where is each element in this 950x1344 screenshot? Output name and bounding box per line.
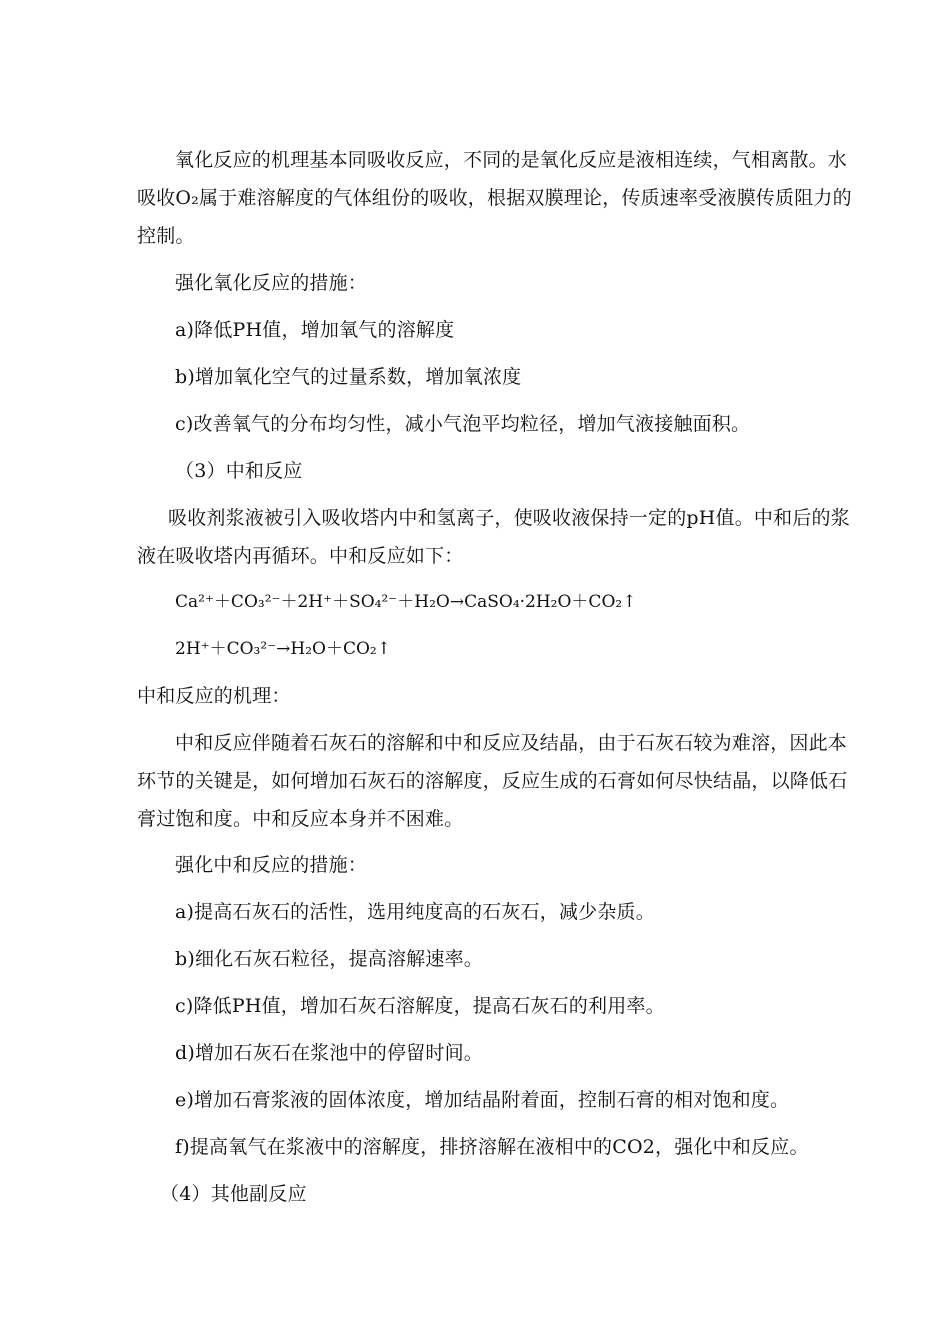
paragraph-oxidation-line-1: 氧化反应的机理基本同吸收反应，不同的是氧化反应是液相连续，气相离散。水 [175,149,848,171]
paragraph-mechanism-line-2: 环节的关键是，如何增加石灰石的溶解度，反应生成的石膏如何尽快结晶，以降低石 [137,770,848,792]
neutralization-measures-title: 强化中和反应的措施： [175,854,368,876]
mechanism-title: 中和反应的机理： [137,685,291,707]
neutralization-measure-e: e)增加石膏浆液的固体浓度，增加结晶附着面，控制石膏的相对饱和度。 [175,1089,790,1111]
paragraph-oxidation-line-3: 控制。 [137,225,195,247]
paragraph-mechanism-line-1: 中和反应伴随着石灰石的溶解和中和反应及结晶，由于石灰石较为难溶，因此本 [175,732,848,754]
neutralization-measure-f: f)提高氧气在浆液中的溶解度，排挤溶解在液相中的CO2，强化中和反应。 [175,1136,809,1158]
neutralization-measure-d: d)增加石灰石在浆池中的停留时间。 [175,1042,483,1064]
reaction-equation-1: Ca²⁺＋CO₃²⁻＋2H⁺＋SO₄²⁻＋H₂O→CaSO₄·2H₂O＋CO₂↑ [175,592,637,612]
neutralization-measure-b: b)细化石灰石粒径，提高溶解速率。 [175,948,483,970]
section-heading-neutralization: （3）中和反应 [175,460,303,482]
neutralization-measure-c: c)降低PH值，增加石灰石溶解度，提高石灰石的利用率。 [175,995,665,1017]
paragraph-absorbent-line-1: 吸收剂浆液被引入吸收塔内中和氢离子，使吸收液保持一定的pH值。中和后的浆 [168,507,850,529]
neutralization-measure-a: a)提高石灰石的活性，选用纯度高的石灰石，减少杂质。 [175,901,655,923]
paragraph-absorbent-line-2: 液在吸收塔内再循环。中和反应如下： [137,545,464,567]
reaction-equation-2: 2H⁺＋CO₃²⁻→H₂O＋CO₂↑ [175,639,391,659]
oxidation-measures-title: 强化氧化反应的措施： [175,272,368,294]
oxidation-measure-b: b)增加氧化空气的过量系数，增加氧浓度 [175,366,522,388]
paragraph-oxidation-line-2: 吸收O₂属于难溶解度的气体组份的吸收，根据双膜理论，传质速率受液膜传质阻力的 [137,187,852,209]
paragraph-mechanism-line-3: 膏过饱和度。中和反应本身并不困难。 [137,808,464,830]
oxidation-measure-c: c)改善氧气的分布均匀性，减小气泡平均粒径，增加气液接触面积。 [175,413,751,435]
oxidation-measure-a: a)降低PH值，增加氧气的溶解度 [175,319,455,341]
section-heading-side-reactions: （4）其他副反应 [160,1183,307,1205]
